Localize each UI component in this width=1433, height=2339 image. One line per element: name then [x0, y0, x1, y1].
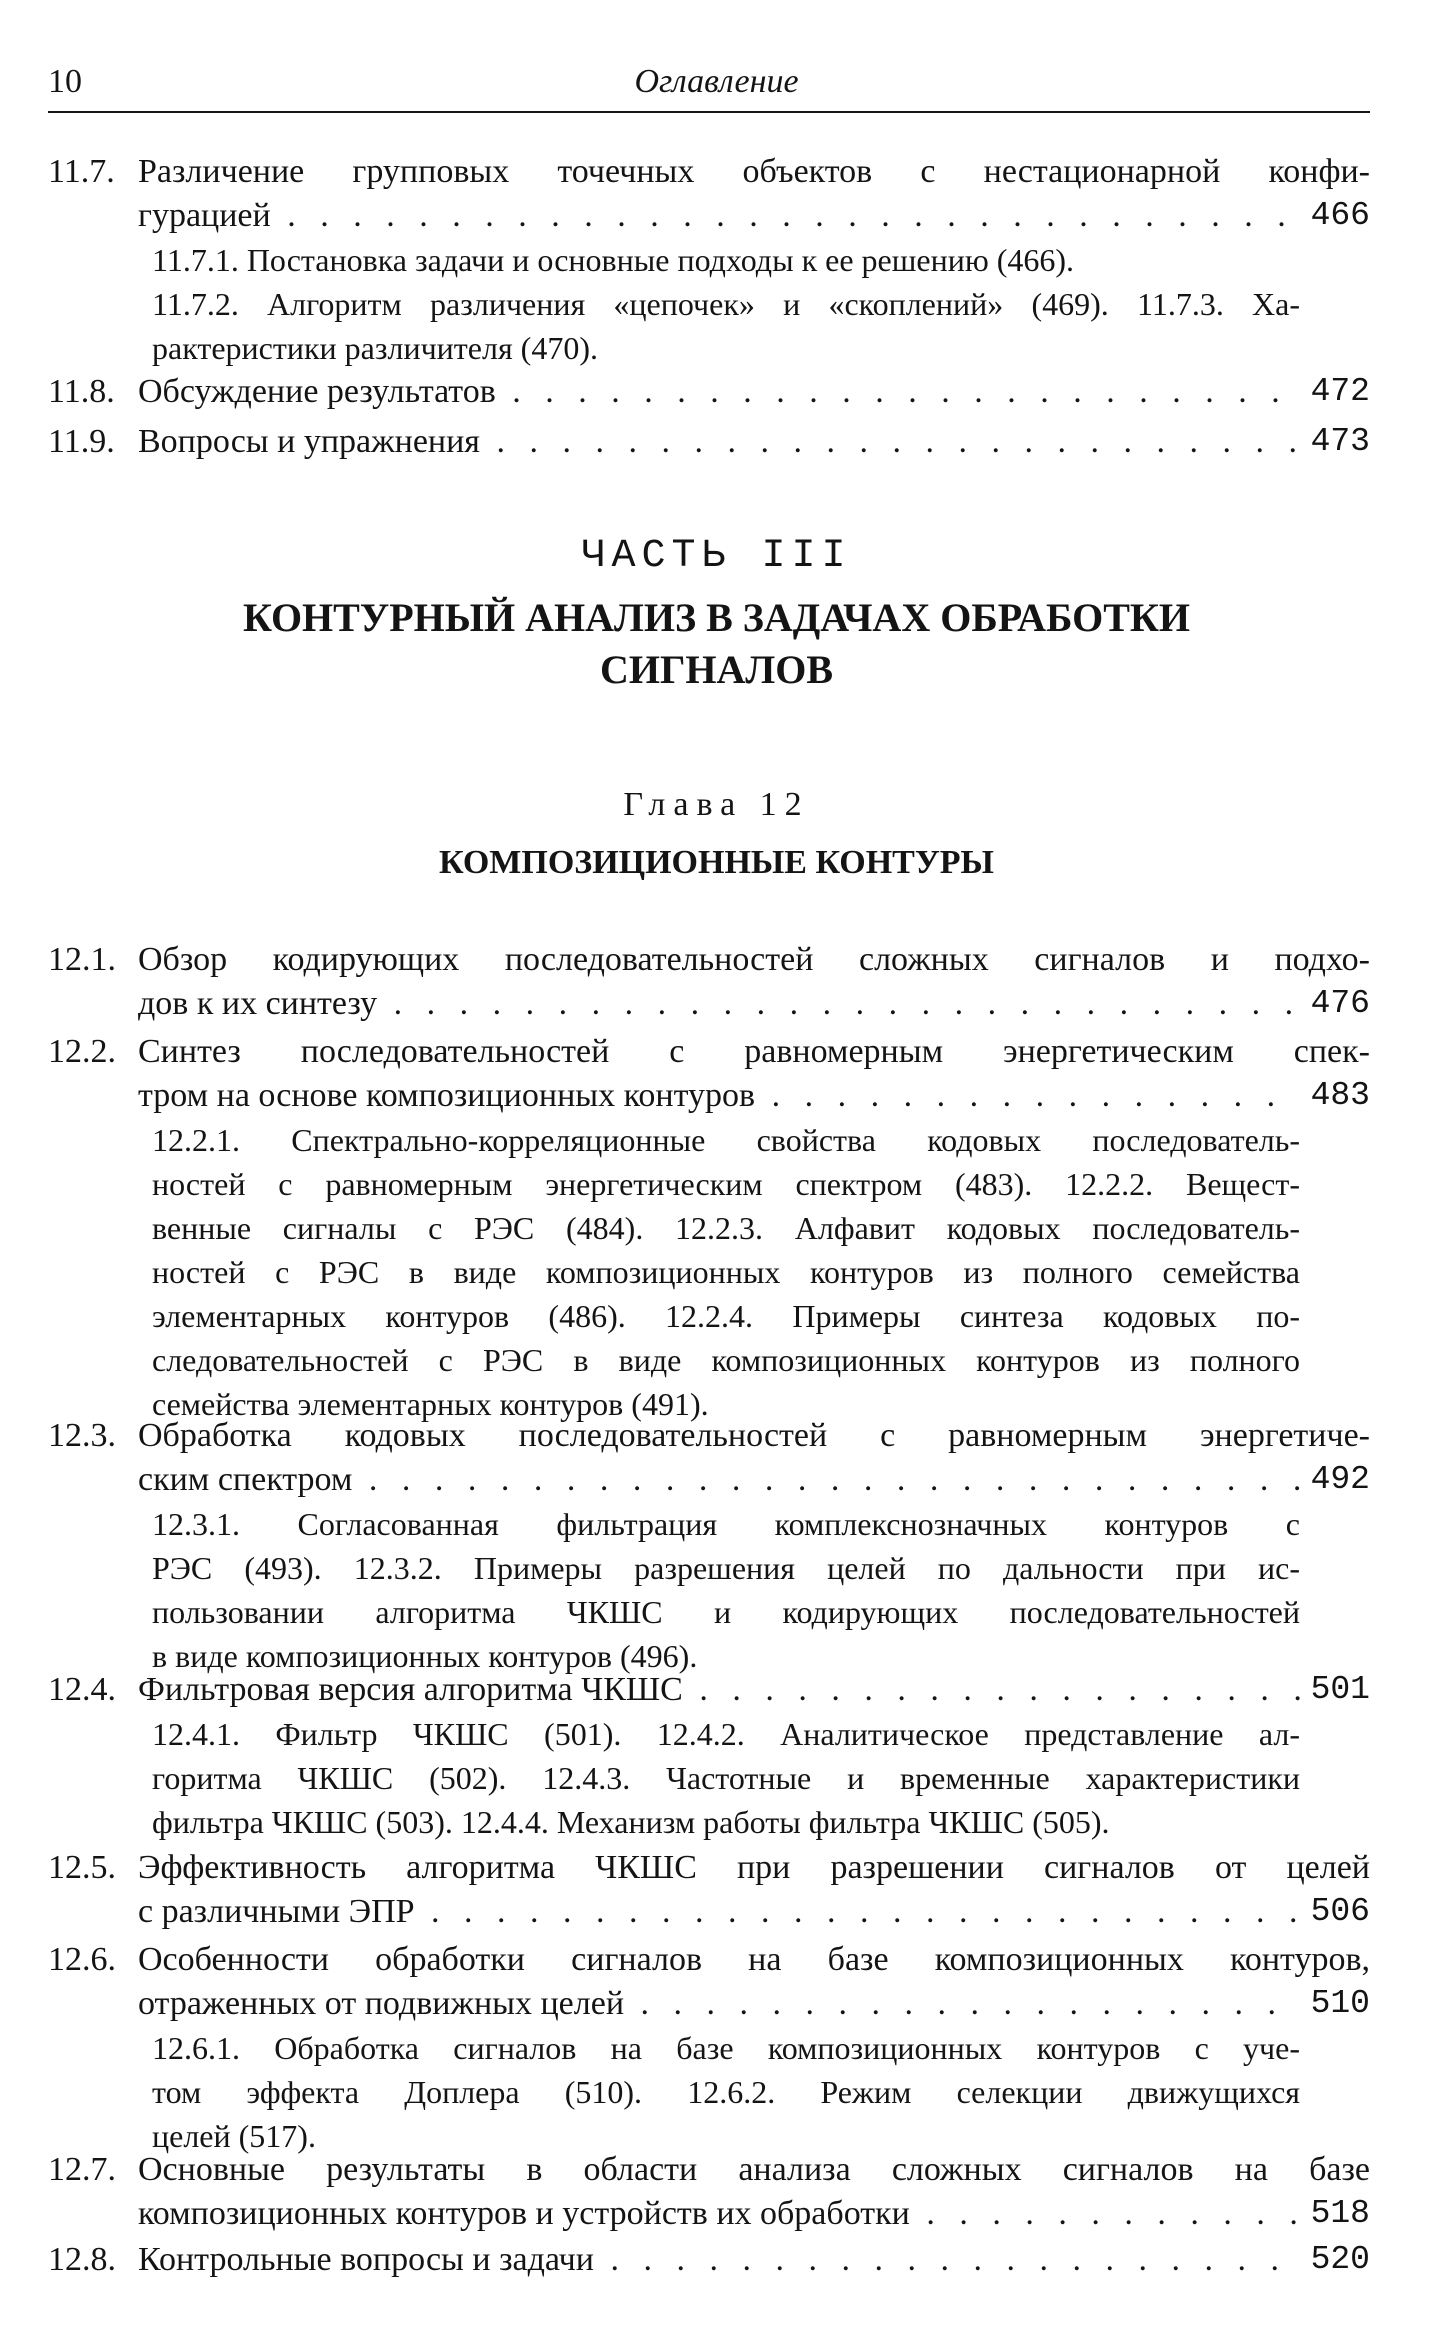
- subsection-line: фильтра ЧКШС (503). 12.4.4. Механизм работы фильтра ЧКШС (505).: [152, 1804, 1110, 1840]
- subsection-line: 11.7.2. Алгоритм различения «цепочек» и «скоплений» (469). 11.7.3. Ха-: [152, 286, 1300, 322]
- entry-number: 12.7.: [48, 2151, 116, 2188]
- running-header-title: Оглавление: [634, 63, 799, 100]
- entry-number: 11.8.: [48, 373, 115, 410]
- entry-number: 12.5.: [48, 1849, 116, 1886]
- entry-title-line: Особенности обработки сигналов на базе композиционных контуров,: [138, 1941, 1370, 1978]
- chapter-label: Глава 12: [623, 786, 810, 823]
- entry-page: 518: [1310, 2195, 1370, 2232]
- entry-page: 472: [1310, 373, 1370, 410]
- entry-title-line: ским спектром . . .: [138, 1458, 1300, 1502]
- subsection-line: РЭС (493). 12.3.2. Примеры разрешения целей по дальности при ис-: [152, 1550, 1300, 1586]
- entry-title-line: гурацией . . .: [138, 194, 1300, 238]
- subsection-line: элементарных контуров (486). 12.2.4. Примеры синтеза кодовых по-: [152, 1298, 1300, 1334]
- subsection-line: том эффекта Доплера (510). 12.6.2. Режим селекции движущихся: [152, 2074, 1300, 2110]
- entry-title-line: Обработка кодовых последовательностей с равномерным энергетиче-: [138, 1417, 1370, 1454]
- entry-title-line: Фильтровая версия алгоритма ЧКШС . . .: [138, 1668, 1300, 1712]
- toc-entry-12-6[interactable]: [48, 1938, 1370, 2158]
- part-title-line: СИГНАЛОВ: [599, 647, 834, 692]
- subsection-line: 12.4.1. Фильтр ЧКШС (501). 12.4.2. Аналитическое представление ал-: [152, 1716, 1300, 1752]
- subsection-line: в виде композиционных контуров (496).: [152, 1638, 698, 1674]
- entry-page: 501: [1310, 1671, 1370, 1708]
- entry-title-line: композиционных контуров и устройств их обработки . . .: [138, 2192, 1300, 2236]
- subsection-line: 12.2.1. Спектрально-корреляционные свойства кодовых последователь-: [152, 1122, 1300, 1158]
- entry-title-line: Основные результаты в области анализа сложных сигналов на базе: [138, 2151, 1370, 2188]
- subsection-line: 11.7.1. Постановка задачи и основные подходы к ее решению (466).: [152, 242, 1075, 278]
- entry-page: 510: [1310, 1985, 1370, 2022]
- subsection-line: венные сигналы с РЭС (484). 12.2.3. Алфавит кодовых последователь-: [152, 1210, 1300, 1246]
- subsection-line: целей (517).: [152, 2118, 316, 2154]
- entry-page: 506: [1310, 1893, 1370, 1930]
- toc-entry-12-1[interactable]: [48, 938, 1370, 1026]
- entry-title-line: тром на основе композиционных контуров . . .: [138, 1074, 1300, 1118]
- entry-title-line: Синтез последовательностей с равномерным энергетическим спек-: [138, 1033, 1370, 1070]
- entry-number: 11.9.: [48, 423, 115, 460]
- subsection-line: 12.6.1. Обработка сигналов на базе композиционных контуров с уче-: [152, 2030, 1300, 2066]
- entry-page: 476: [1310, 985, 1370, 1022]
- toc-entry-12-4[interactable]: [48, 1668, 1370, 1844]
- entry-title-line: Различение групповых точечных объектов с нестационарной конфи-: [138, 153, 1370, 190]
- toc-entry-12-7[interactable]: [48, 2148, 1370, 2236]
- entry-number: 12.3.: [48, 1417, 116, 1454]
- entry-number: 12.2.: [48, 1033, 116, 1070]
- entry-title-line: Обсуждение результатов . . .: [138, 370, 1300, 414]
- chapter-title: КОМПОЗИЦИОННЫЕ КОНТУРЫ: [439, 844, 994, 881]
- entry-number: 12.4.: [48, 1671, 116, 1708]
- subsection-line: рактеристики различителя (470).: [152, 330, 598, 366]
- entry-page: 492: [1310, 1461, 1370, 1498]
- entry-title-line: отраженных от подвижных целей . . .: [138, 1982, 1300, 2026]
- toc-entry-12-2[interactable]: [48, 1030, 1370, 1426]
- entry-page: 520: [1310, 2241, 1370, 2278]
- subsection-line: горитма ЧКШС (502). 12.4.3. Частотные и временные характеристики: [152, 1760, 1300, 1796]
- part-label: ЧАСТЬ III: [581, 534, 852, 579]
- entry-title-line: Эффективность алгоритма ЧКШС при разрешении сигналов от целей: [138, 1849, 1370, 1886]
- entry-page: 483: [1310, 1077, 1370, 1114]
- entry-title-line: дов к их синтезу . . .: [138, 982, 1300, 1026]
- toc-entry-12-5[interactable]: [48, 1846, 1370, 1934]
- entry-page: 466: [1310, 197, 1370, 234]
- part-title: [0, 592, 1433, 696]
- toc-entry-11-7[interactable]: [48, 150, 1370, 370]
- part-title-line: КОНТУРНЫЙ АНАЛИЗ В ЗАДАЧАХ ОБРАБОТКИ: [242, 595, 1191, 640]
- page-number: 10: [48, 63, 82, 100]
- subsection-line: семейства элементарных контуров (491).: [152, 1386, 709, 1422]
- entry-title-line: Контрольные вопросы и задачи . . .: [138, 2238, 1300, 2282]
- entry-number: 12.8.: [48, 2241, 116, 2278]
- subsection-line: 12.3.1. Согласованная фильтрация комплекснозначных контуров с: [152, 1506, 1300, 1542]
- toc-entry-11-9[interactable]: [48, 420, 1370, 464]
- entry-title-line: Обзор кодирующих последовательностей сложных сигналов и подхо-: [138, 941, 1370, 978]
- entry-title-line: с различными ЭПР . . .: [138, 1890, 1300, 1934]
- entry-number: 12.6.: [48, 1941, 116, 1978]
- entry-number: 12.1.: [48, 941, 116, 978]
- toc-entry-11-8[interactable]: [48, 370, 1370, 414]
- entry-number: 11.7.: [48, 153, 115, 190]
- subsection-line: ностей с равномерным энергетическим спектром (483). 12.2.2. Вещест-: [152, 1166, 1300, 1202]
- subsection-line: ностей с РЭС в виде композиционных контуров из полного семейства: [152, 1254, 1300, 1290]
- toc-entry-12-8[interactable]: [48, 2238, 1370, 2282]
- entry-title-line: Вопросы и упражнения . . .: [138, 420, 1300, 464]
- toc-entry-12-3[interactable]: [48, 1414, 1370, 1678]
- subsection-line: следовательностей с РЭС в виде композиционных контуров из полного: [152, 1342, 1300, 1378]
- header-rule: [48, 111, 1370, 113]
- entry-page: 473: [1310, 423, 1370, 460]
- subsection-line: пользовании алгоритма ЧКШС и кодирующих последовательностей: [152, 1594, 1300, 1630]
